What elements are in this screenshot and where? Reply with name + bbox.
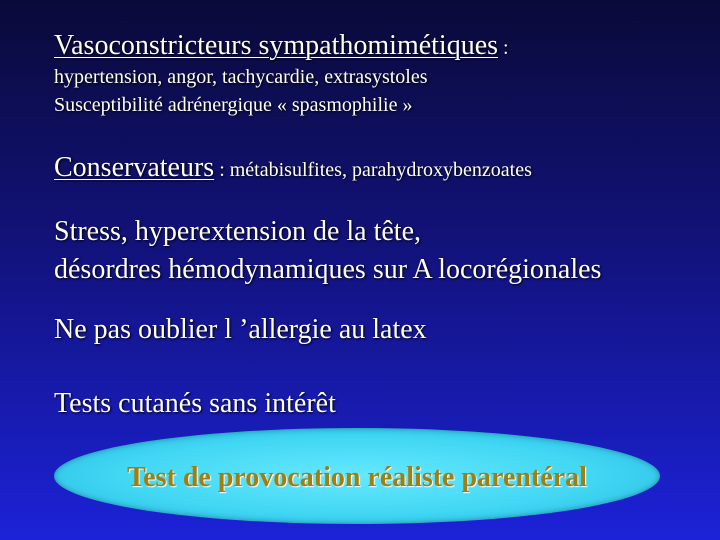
susceptibility-line: Susceptibilité adrénergique « spasmophilie » xyxy=(54,94,413,116)
heading-conservateurs xyxy=(54,152,532,184)
skin-tests-line: Tests cutanés sans intérêt xyxy=(54,388,336,419)
callout-text: Test de provocation réaliste parentéral xyxy=(127,462,587,493)
haemodynamic-line: désordres hémodynamiques sur A locorégionales xyxy=(54,254,602,285)
callout-ellipse xyxy=(54,428,660,524)
heading-vasoconstricteurs xyxy=(54,30,509,62)
heading-vasoconstricteurs-title: Vasoconstricteurs sympathomimétiques xyxy=(54,30,499,61)
latex-allergy-line: Ne pas oublier l ’allergie au latex xyxy=(54,314,427,345)
stress-line: Stress, hyperextension de la tête, xyxy=(54,216,422,247)
heading-conservateurs-title: Conservateurs xyxy=(54,152,215,183)
heading-vasoconstricteurs-colon: : xyxy=(498,37,509,59)
conservateurs-detail: : métabisulfites, parahydroxybenzoates xyxy=(214,159,532,181)
effects-line: hypertension, angor, tachycardie, extrasystoles xyxy=(54,66,428,88)
